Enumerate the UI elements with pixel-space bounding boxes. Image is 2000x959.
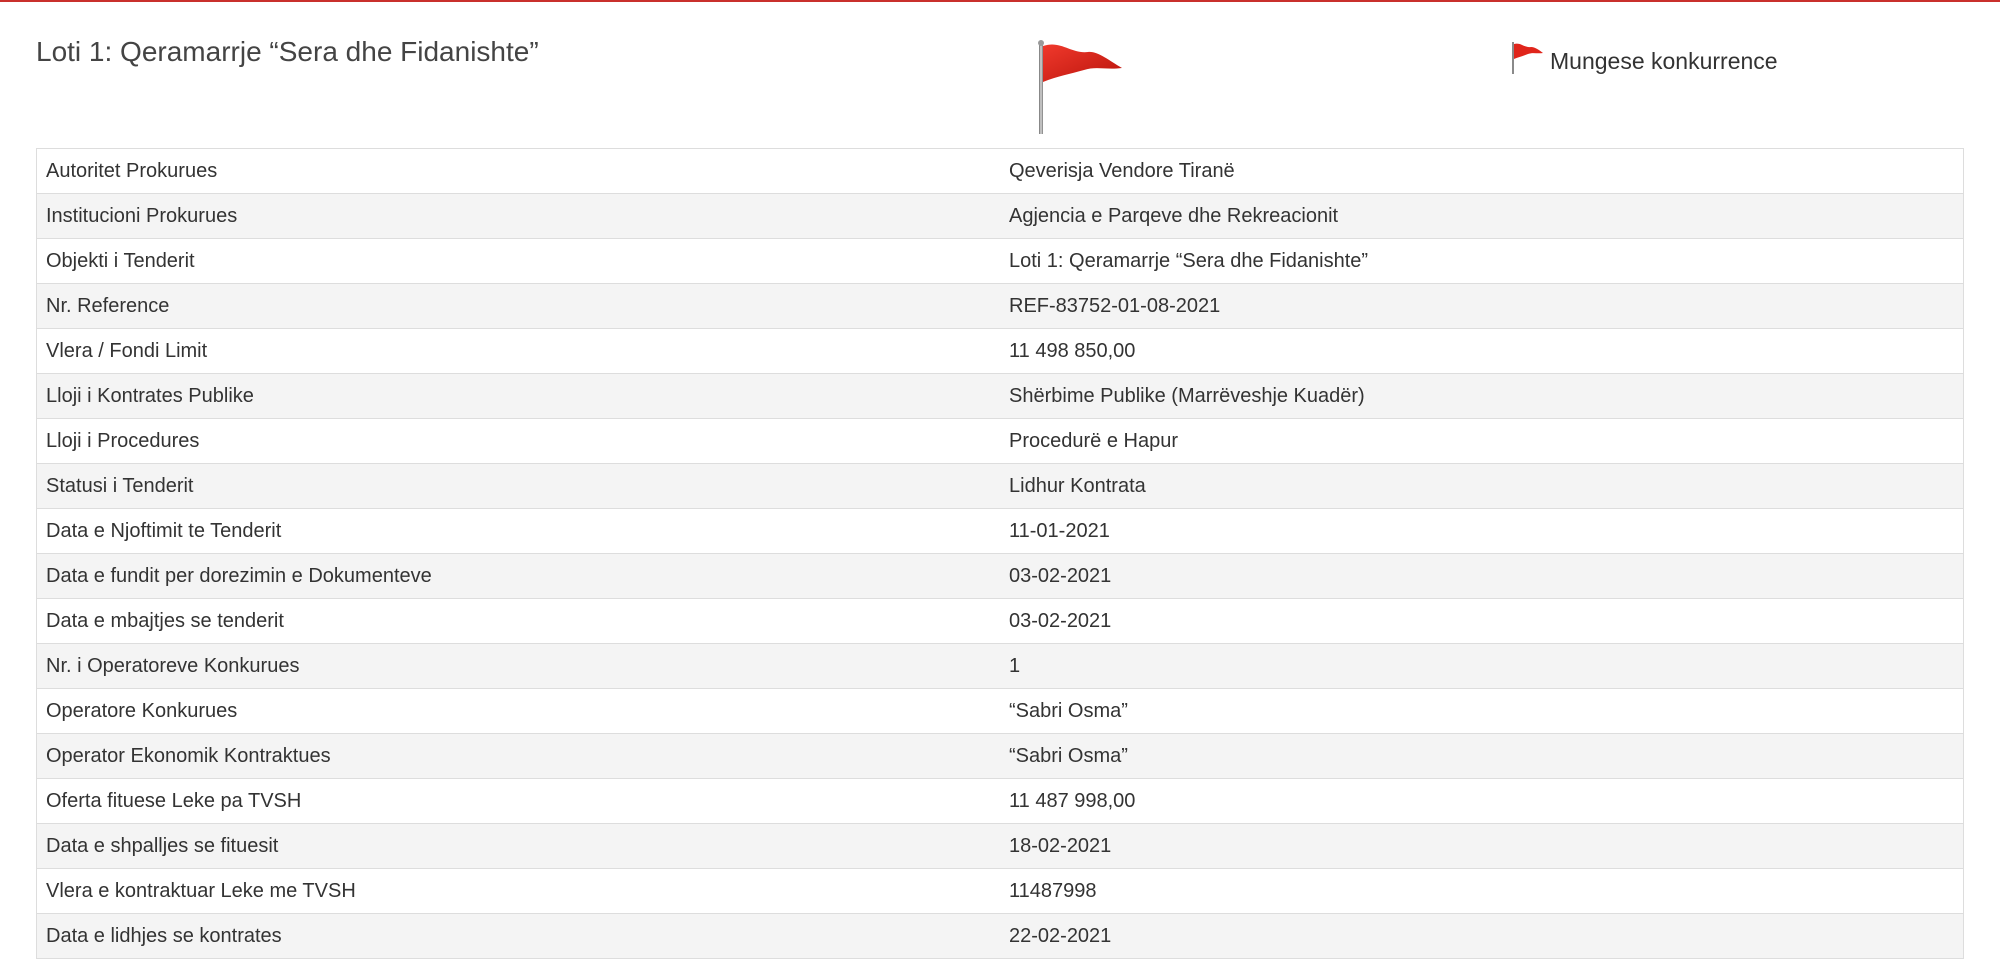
row-value: 11 498 850,00 [1000, 329, 1964, 374]
table-row [37, 284, 1964, 329]
row-label: Nr. i Operatoreve Konkurues [37, 644, 1001, 689]
table-row [37, 599, 1964, 644]
row-value: 11-01-2021 [1000, 509, 1964, 554]
row-label: Data e lidhjes se kontrates [37, 914, 1001, 959]
table-row [37, 914, 1964, 959]
legend-label: Mungese konkurrence [1550, 48, 1778, 74]
row-label: Objekti i Tenderit [37, 239, 1001, 284]
tender-details-table [36, 148, 1964, 959]
row-label: Statusi i Tenderit [37, 464, 1001, 509]
row-label: Institucioni Prokurues [37, 194, 1001, 239]
table-row [37, 644, 1964, 689]
row-value: Procedurë e Hapur [1000, 419, 1964, 464]
row-label: Operatore Konkurues [37, 689, 1001, 734]
top-accent-bar [0, 0, 2000, 2]
row-label: Data e Njoftimit te Tenderit [37, 509, 1001, 554]
row-label: Data e fundit per dorezimin e Dokumenteve [37, 554, 1001, 599]
row-value: 03-02-2021 [1000, 554, 1964, 599]
table-row [37, 239, 1964, 284]
table-row [37, 554, 1964, 599]
row-label: Operator Ekonomik Kontraktues [37, 734, 1001, 779]
table-row [37, 779, 1964, 824]
table-row [37, 329, 1964, 374]
red-flag-icon [1036, 40, 1126, 135]
row-value: 11 487 998,00 [1000, 779, 1964, 824]
table-row [37, 419, 1964, 464]
row-value: 1 [1000, 644, 1964, 689]
page-title: Loti 1: Qeramarrje “Sera dhe Fidanishte” [36, 36, 539, 67]
row-value: 22-02-2021 [1000, 914, 1964, 959]
row-value: Loti 1: Qeramarrje “Sera dhe Fidanishte” [1000, 239, 1964, 284]
table-row [37, 149, 1964, 194]
row-value: “Sabri Osma” [1000, 734, 1964, 779]
row-label: Vlera / Fondi Limit [37, 329, 1001, 374]
red-flag-icon [1510, 41, 1544, 75]
table-row [37, 464, 1964, 509]
row-label: Oferta fituese Leke pa TVSH [37, 779, 1001, 824]
row-value: Lidhur Kontrata [1000, 464, 1964, 509]
row-value: “Sabri Osma” [1000, 689, 1964, 734]
row-value: Agjencia e Parqeve dhe Rekreacionit [1000, 194, 1964, 239]
row-value: 18-02-2021 [1000, 824, 1964, 869]
row-label: Lloji i Procedures [37, 419, 1001, 464]
table-row [37, 824, 1964, 869]
row-value: REF-83752-01-08-2021 [1000, 284, 1964, 329]
row-label: Data e mbajtjes se tenderit [37, 599, 1001, 644]
flag-legend [1510, 40, 1778, 75]
row-label: Data e shpalljes se fituesit [37, 824, 1001, 869]
table-row [37, 509, 1964, 554]
table-row [37, 194, 1964, 239]
table-row [37, 689, 1964, 734]
row-label: Lloji i Kontrates Publike [37, 374, 1001, 419]
row-label: Nr. Reference [37, 284, 1001, 329]
table-row [37, 734, 1964, 779]
table-row [37, 869, 1964, 914]
table-row [37, 374, 1964, 419]
row-label: Autoritet Prokurues [37, 149, 1001, 194]
row-value: 11487998 [1000, 869, 1964, 914]
row-label: Vlera e kontraktuar Leke me TVSH [37, 869, 1001, 914]
row-value: 03-02-2021 [1000, 599, 1964, 644]
row-value: Qeverisja Vendore Tiranë [1000, 149, 1964, 194]
row-value: Shërbime Publike (Marrëveshje Kuadër) [1000, 374, 1964, 419]
